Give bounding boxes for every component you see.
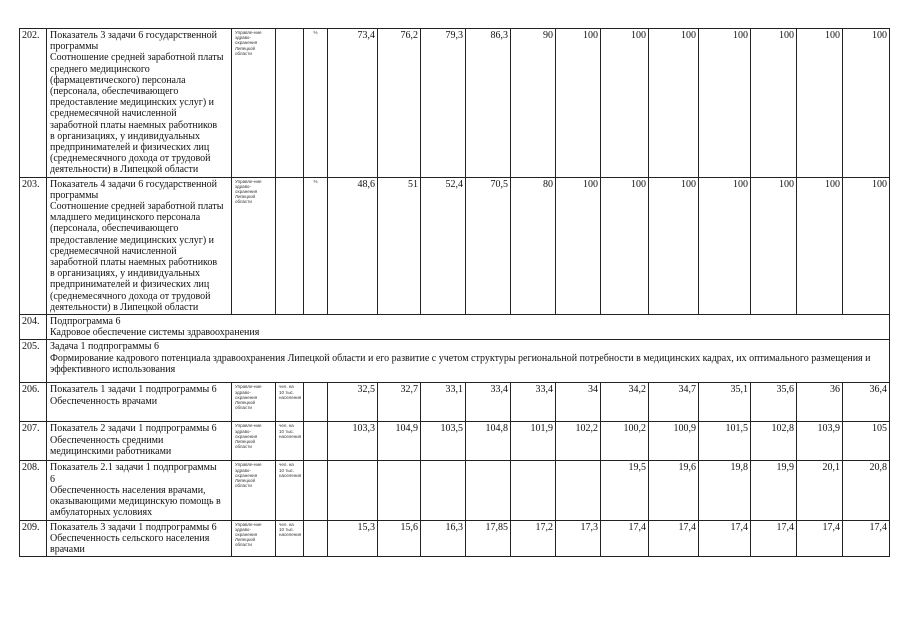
value-cell: 35,6 <box>751 383 797 422</box>
value-cell: 15,6 <box>378 520 421 557</box>
value-cell: 100 <box>601 177 649 314</box>
indicator-name-line: среднемесячной начисленной <box>50 245 177 257</box>
value-cell: 19,8 <box>699 461 751 520</box>
table-row <box>20 383 890 422</box>
value-cell: 104,9 <box>378 422 421 461</box>
value-cell <box>556 461 601 520</box>
section-title-line: Подпрограмма 6 <box>50 316 121 328</box>
table-row <box>20 422 890 461</box>
value-cell: 20,1 <box>797 461 843 520</box>
value-cell: 19,5 <box>601 461 649 520</box>
table-body <box>20 29 890 557</box>
indicator-name-line: Обеспеченность населения врачами, <box>50 484 206 496</box>
executor-cell: Управле-ние здраво-охранения Липецкой области <box>232 422 276 461</box>
indicators-table <box>19 28 890 557</box>
unit-mark-cell: % <box>304 29 328 178</box>
section-title <box>47 340 890 383</box>
value-cell: 32,5 <box>328 383 378 422</box>
value-cell: 17,4 <box>843 520 890 557</box>
value-cell: 51 <box>378 177 421 314</box>
value-cell: 105 <box>843 422 890 461</box>
indicator-name-line: Показатель 4 задачи 6 государственной <box>50 178 218 190</box>
value-cell: 102,8 <box>751 422 797 461</box>
value-cell: 15,3 <box>328 520 378 557</box>
value-cell <box>466 461 511 520</box>
row-number: 205. <box>20 340 47 383</box>
indicator-name-line: Показатель 3 задачи 6 государственной <box>50 30 218 41</box>
indicator-name-line: предпринимателей и физических лиц <box>50 142 210 154</box>
value-cell: 33,4 <box>466 383 511 422</box>
indicator-name-line: Обеспеченность врачами <box>50 395 158 407</box>
indicator-name-line: Обеспеченность сельского населения <box>50 532 210 544</box>
value-cell: 103,3 <box>328 422 378 461</box>
value-cell: 48,6 <box>328 177 378 314</box>
value-cell: 17,4 <box>797 520 843 557</box>
table-row <box>20 520 890 557</box>
unit-cell: чел. на 10 тыс. населения <box>276 383 304 422</box>
value-cell: 100 <box>649 177 699 314</box>
value-cell: 102,2 <box>556 422 601 461</box>
unit-cell: чел. на 10 тыс. населения <box>276 461 304 520</box>
indicator-name-line: (среднемесячного дохода от трудовой <box>50 290 211 302</box>
value-cell: 79,3 <box>421 29 466 178</box>
indicator-name <box>47 29 232 178</box>
indicator-name-line: в организациях, у индивидуальных <box>50 268 200 280</box>
row-number: 208. <box>20 461 47 520</box>
value-cell: 36,4 <box>843 383 890 422</box>
unit-cell <box>276 177 304 314</box>
value-cell: 100 <box>843 29 890 178</box>
section-title-line: Задача 1 подпрограммы 6 <box>50 341 159 353</box>
row-number: 204. <box>20 315 47 340</box>
value-cell: 103,5 <box>421 422 466 461</box>
section-title <box>47 315 890 340</box>
value-cell: 80 <box>511 177 556 314</box>
indicator-name-line: (среднемесячного дохода от трудовой <box>50 153 211 165</box>
value-cell: 70,5 <box>466 177 511 314</box>
value-cell: 103,9 <box>797 422 843 461</box>
indicator-name-line: медицинскими работниками <box>50 445 172 457</box>
indicator-name-line: Показатель 3 задачи 1 подпрограммы 6 <box>50 521 217 533</box>
table-row <box>20 29 890 178</box>
value-cell <box>421 461 466 520</box>
value-cell: 16,3 <box>421 520 466 557</box>
section-title-line: Кадровое обеспечение системы здравоохранения <box>50 327 260 339</box>
unit-mark-cell <box>304 461 328 520</box>
value-cell: 33,4 <box>511 383 556 422</box>
indicator-name-line: заработной платы наемных работников <box>50 257 218 269</box>
row-number: 209. <box>20 520 47 557</box>
indicator-name-line: (персонала, обеспечивающего <box>50 223 179 235</box>
executor-cell: Управле-ние здраво-охранения Липецкой области <box>232 520 276 557</box>
value-cell: 90 <box>511 29 556 178</box>
indicator-name-line: 6 <box>50 473 55 485</box>
value-cell <box>328 461 378 520</box>
indicator-name-line: Соотношение средней заработной платы <box>50 201 224 213</box>
value-cell: 17,4 <box>699 520 751 557</box>
indicator-name-line: Показатель 2 задачи 1 подпрограммы 6 <box>50 423 217 435</box>
value-cell: 100 <box>699 29 751 178</box>
unit-mark-cell <box>304 520 328 557</box>
executor-cell: Управле-ние здраво-охранения Липецкой области <box>232 29 276 178</box>
value-cell: 35,1 <box>699 383 751 422</box>
value-cell: 17,85 <box>466 520 511 557</box>
indicator-name-line: предпринимателей и физических лиц <box>50 279 210 291</box>
value-cell: 19,6 <box>649 461 699 520</box>
unit-cell: чел. на 10 тыс. населения <box>276 520 304 557</box>
indicator-name-line: предоставление медицинских услуг) и <box>50 234 215 246</box>
value-cell: 34 <box>556 383 601 422</box>
indicator-name <box>47 520 232 557</box>
value-cell: 34,2 <box>601 383 649 422</box>
unit-cell: чел. на 10 тыс. населения <box>276 422 304 461</box>
executor-cell: Управле-ние здраво-охранения Липецкой области <box>232 461 276 520</box>
value-cell: 100 <box>649 29 699 178</box>
section-title-line: Формирование кадрового потенциала здравоохранения Липецкой области и его развитие с учетом структуры региональной потребности в медицинских кадрах, их оптимального размещения и эффективного использования <box>50 352 871 375</box>
value-cell: 100,9 <box>649 422 699 461</box>
value-cell: 100 <box>556 177 601 314</box>
indicator-name-line: программы <box>50 41 99 53</box>
value-cell: 17,4 <box>751 520 797 557</box>
indicator-name-line: Соотношение средней заработной платы <box>50 52 224 64</box>
indicator-name-line: врачами <box>50 543 85 555</box>
indicator-name <box>47 422 232 461</box>
unit-cell <box>276 29 304 178</box>
value-cell: 101,9 <box>511 422 556 461</box>
value-cell: 100 <box>601 29 649 178</box>
indicator-name-line: младшего медицинского персонала <box>50 212 201 224</box>
table-row <box>20 177 890 314</box>
value-cell: 73,4 <box>328 29 378 178</box>
indicator-name-line: Обеспеченность средними <box>50 434 164 446</box>
indicator-name <box>47 383 232 422</box>
value-cell <box>511 461 556 520</box>
value-cell: 100 <box>797 29 843 178</box>
row-number: 207. <box>20 422 47 461</box>
indicator-name-line: (фармацевтического) персонала <box>50 74 186 86</box>
value-cell: 100 <box>556 29 601 178</box>
row-number: 202. <box>20 29 47 178</box>
value-cell: 104,8 <box>466 422 511 461</box>
indicator-name <box>47 177 232 314</box>
indicator-name-line: среднего медицинского <box>50 63 150 75</box>
indicator-name-line: Показатель 2.1 задачи 1 подпрограммы <box>50 462 217 474</box>
value-cell: 32,7 <box>378 383 421 422</box>
indicator-name-line: программы <box>50 189 99 201</box>
indicator-name-line: предоставление медицинских услуг) и <box>50 97 215 109</box>
row-number: 206. <box>20 383 47 422</box>
value-cell: 100 <box>797 177 843 314</box>
indicator-name-line: деятельности) в Липецкой области <box>50 164 199 176</box>
executor-cell: Управле-ние здраво-охранения Липецкой области <box>232 177 276 314</box>
value-cell: 34,7 <box>649 383 699 422</box>
value-cell: 100 <box>699 177 751 314</box>
indicator-name-line: (персонала, обеспечивающего <box>50 86 179 98</box>
indicator-name-line: оказывающими медицинскую помощь в <box>50 496 221 508</box>
value-cell: 20,8 <box>843 461 890 520</box>
value-cell: 100,2 <box>601 422 649 461</box>
value-cell: 100 <box>843 177 890 314</box>
indicator-name-line: Показатель 1 задачи 1 подпрограммы 6 <box>50 384 217 396</box>
indicator-name-line: в организациях, у индивидуальных <box>50 130 200 142</box>
value-cell: 101,5 <box>699 422 751 461</box>
row-number: 203. <box>20 177 47 314</box>
unit-mark-cell: % <box>304 177 328 314</box>
unit-mark-cell <box>304 422 328 461</box>
value-cell: 100 <box>751 29 797 178</box>
value-cell: 76,2 <box>378 29 421 178</box>
value-cell: 17,4 <box>601 520 649 557</box>
value-cell: 33,1 <box>421 383 466 422</box>
executor-cell: Управле-ние здраво-охранения Липецкой области <box>232 383 276 422</box>
value-cell: 36 <box>797 383 843 422</box>
indicator-name <box>47 461 232 520</box>
value-cell: 17,4 <box>649 520 699 557</box>
indicator-name-line: заработной платы наемных работников <box>50 119 218 131</box>
table-row <box>20 340 890 383</box>
value-cell: 86,3 <box>466 29 511 178</box>
table-row <box>20 461 890 520</box>
indicator-name-line: деятельности) в Липецкой области <box>50 301 199 313</box>
unit-mark-cell <box>304 383 328 422</box>
value-cell: 52,4 <box>421 177 466 314</box>
indicator-name-line: среднемесячной начисленной <box>50 108 177 120</box>
value-cell: 19,9 <box>751 461 797 520</box>
value-cell <box>378 461 421 520</box>
table-row <box>20 315 890 340</box>
indicator-name-line: амбулаторных условиях <box>50 507 153 519</box>
value-cell: 17,2 <box>511 520 556 557</box>
value-cell: 100 <box>751 177 797 314</box>
value-cell: 17,3 <box>556 520 601 557</box>
